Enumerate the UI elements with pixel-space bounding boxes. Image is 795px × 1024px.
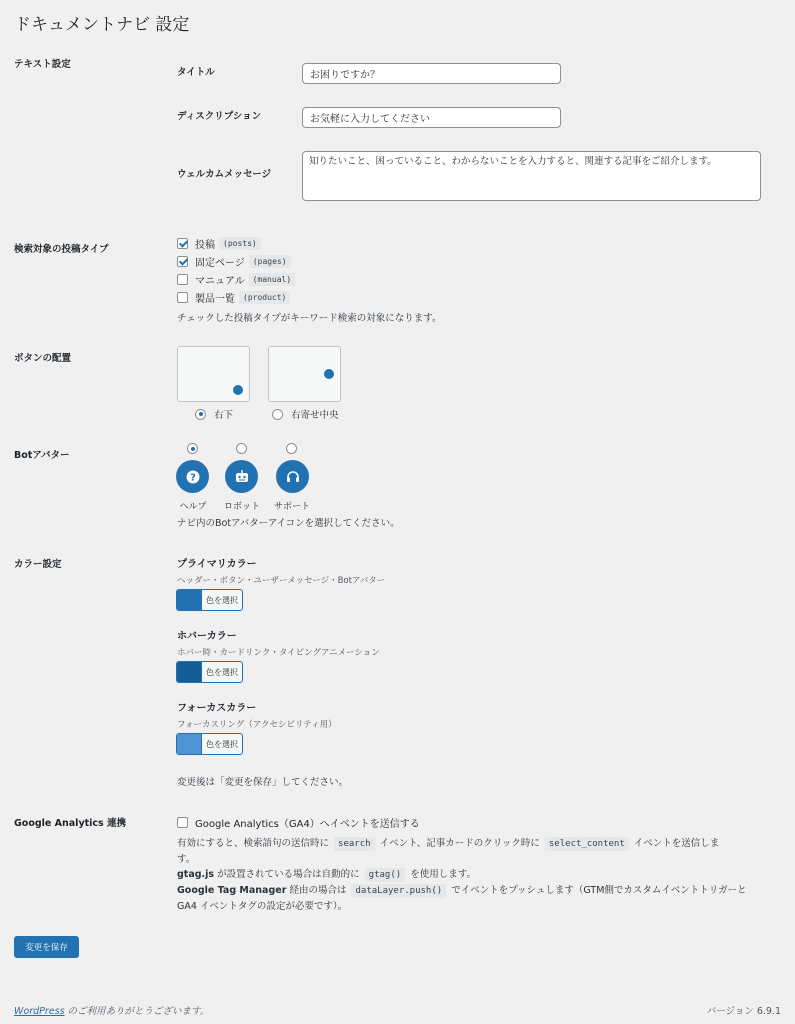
post-type-pages-checkbox[interactable] xyxy=(177,256,188,267)
ga-text: でイベントをプッシュします（GTM側でカスタムイベントトリガーと xyxy=(451,885,747,896)
position-option-label: 右下 xyxy=(214,410,234,421)
ga-text: イベントを送信しま xyxy=(633,838,720,849)
section-label-text-settings: テキスト設定 xyxy=(14,59,71,70)
ga-text: GA4 イベントタグの設定が必要です）。 xyxy=(177,901,348,912)
save-button[interactable]: 変更を保存 xyxy=(14,936,79,958)
post-type-label: 投稿 xyxy=(195,239,215,251)
avatar-robot[interactable] xyxy=(225,460,258,493)
ga-text: す。 xyxy=(177,854,196,865)
position-option-bottom-right[interactable] xyxy=(195,407,233,421)
avatar-help-radio[interactable] xyxy=(187,443,198,454)
description-label: ディスクリプション xyxy=(177,111,262,122)
ga-enable-label: Google Analytics（GA4）へイベントを送信する xyxy=(195,818,420,830)
position-dot xyxy=(324,369,334,379)
page-title: ドキュメントナビ 設定 xyxy=(14,15,190,35)
hover-color-picker-button[interactable] xyxy=(176,661,243,683)
hover-color-description: ホバー時・カードリンク・タイピングアニメーション xyxy=(177,648,380,658)
post-type-slug: (posts) xyxy=(219,237,261,250)
hover-color-title: ホバーカラー xyxy=(177,631,237,642)
position-preview-bottom-right[interactable] xyxy=(177,346,250,402)
primary-color-title: プライマリカラー xyxy=(177,559,257,570)
ga-description xyxy=(177,836,777,914)
color-swatch xyxy=(177,734,201,754)
ga-text: 有効にすると、検索語句の送信時に xyxy=(177,838,330,849)
position-option-label: 右寄せ中央 xyxy=(291,410,339,421)
avatar-support-radio[interactable] xyxy=(286,443,297,454)
color-picker-label: 色を選択 xyxy=(201,590,242,610)
color-picker-label: 色を選択 xyxy=(201,662,242,682)
section-label-google-analytics: Google Analytics 連携 xyxy=(14,818,127,829)
post-type-posts-checkbox[interactable] xyxy=(177,238,188,249)
ga-text: が設置されている場合は自動的に xyxy=(217,869,360,880)
section-label-color-settings: カラー設定 xyxy=(14,559,62,570)
focus-color-description: フォーカスリング（アクセシビリティ用） xyxy=(177,720,337,730)
ga-enable-option[interactable] xyxy=(177,815,420,829)
avatar-robot-radio[interactable] xyxy=(236,443,247,454)
bot-avatar-description: ナビ内のBotアバターアイコンを選択してください。 xyxy=(177,518,400,529)
position-right-center-radio[interactable] xyxy=(272,409,283,420)
avatar-support-label: サポート xyxy=(273,502,310,512)
position-option-right-center[interactable] xyxy=(272,407,339,421)
post-type-label: 製品一覧 xyxy=(195,293,235,305)
help-icon xyxy=(186,470,200,484)
post-type-slug: (pages) xyxy=(249,255,291,268)
post-type-manual-checkbox[interactable] xyxy=(177,274,188,285)
ga-text: イベント、記事カードのクリック時に xyxy=(379,838,540,849)
post-type-manual-option[interactable] xyxy=(177,272,295,286)
wordpress-link[interactable]: WordPress xyxy=(14,1006,65,1017)
primary-color-picker-button[interactable] xyxy=(176,589,243,611)
ga-code: dataLayer.push() xyxy=(351,884,446,898)
color-swatch xyxy=(177,590,201,610)
ga-enable-checkbox[interactable] xyxy=(177,817,188,828)
ga-text: 経由の場合は xyxy=(289,885,347,896)
svg-text:?: ? xyxy=(189,472,196,483)
title-label: タイトル xyxy=(177,67,215,78)
section-label-bot-avatar: Botアバター xyxy=(14,450,70,461)
ga-code: search xyxy=(334,837,375,851)
position-bottom-right-radio[interactable] xyxy=(195,409,206,420)
title-input[interactable] xyxy=(302,63,561,84)
footer-thanks: のご利用ありがとうございます。 xyxy=(64,1006,210,1017)
robot-icon xyxy=(234,470,250,484)
description-input[interactable] xyxy=(302,107,561,128)
post-types-description: チェックした投稿タイプがキーワード検索の対象になります。 xyxy=(177,313,442,324)
footer-version: バージョン 6.9.1 xyxy=(706,1006,781,1017)
ga-bold-text: gtag.js xyxy=(177,869,215,880)
color-swatch xyxy=(177,662,201,682)
footer-credit xyxy=(14,1003,209,1017)
post-type-pages-option[interactable] xyxy=(177,254,291,268)
focus-color-title: フォーカスカラー xyxy=(177,703,257,714)
welcome-message-label: ウェルカムメッセージ xyxy=(177,169,272,180)
avatar-help[interactable] xyxy=(176,460,209,493)
post-type-product-checkbox[interactable] xyxy=(177,292,188,303)
headset-icon xyxy=(286,470,300,484)
welcome-message-textarea[interactable] xyxy=(302,151,761,201)
color-picker-label: 色を選択 xyxy=(201,734,242,754)
focus-color-picker-button[interactable] xyxy=(176,733,243,755)
section-label-button-position: ボタンの配置 xyxy=(14,353,72,364)
avatar-support[interactable] xyxy=(276,460,309,493)
position-preview-right-center[interactable] xyxy=(268,346,341,402)
post-type-label: マニュアル xyxy=(195,275,245,287)
post-type-slug: (manual) xyxy=(249,273,296,286)
ga-text: を使用します。 xyxy=(410,869,476,880)
ga-code: select_content xyxy=(545,837,629,851)
section-label-post-types: 検索対象の投稿タイプ xyxy=(14,244,109,255)
avatar-robot-label: ロボット xyxy=(223,502,260,512)
post-type-label: 固定ページ xyxy=(195,257,245,269)
ga-code: gtag() xyxy=(365,868,406,882)
avatar-help-label: ヘルプ xyxy=(179,502,207,512)
post-type-product-option[interactable] xyxy=(177,290,290,304)
post-type-posts-option[interactable] xyxy=(177,236,261,250)
position-dot xyxy=(233,385,243,395)
color-settings-note: 変更後は「変更を保存」してください。 xyxy=(177,777,349,788)
post-type-slug: (product) xyxy=(239,291,290,304)
primary-color-description: ヘッダー・ボタン・ユーザーメッセージ・Botアバター xyxy=(177,576,386,586)
ga-bold-text: Google Tag Manager xyxy=(177,885,287,896)
